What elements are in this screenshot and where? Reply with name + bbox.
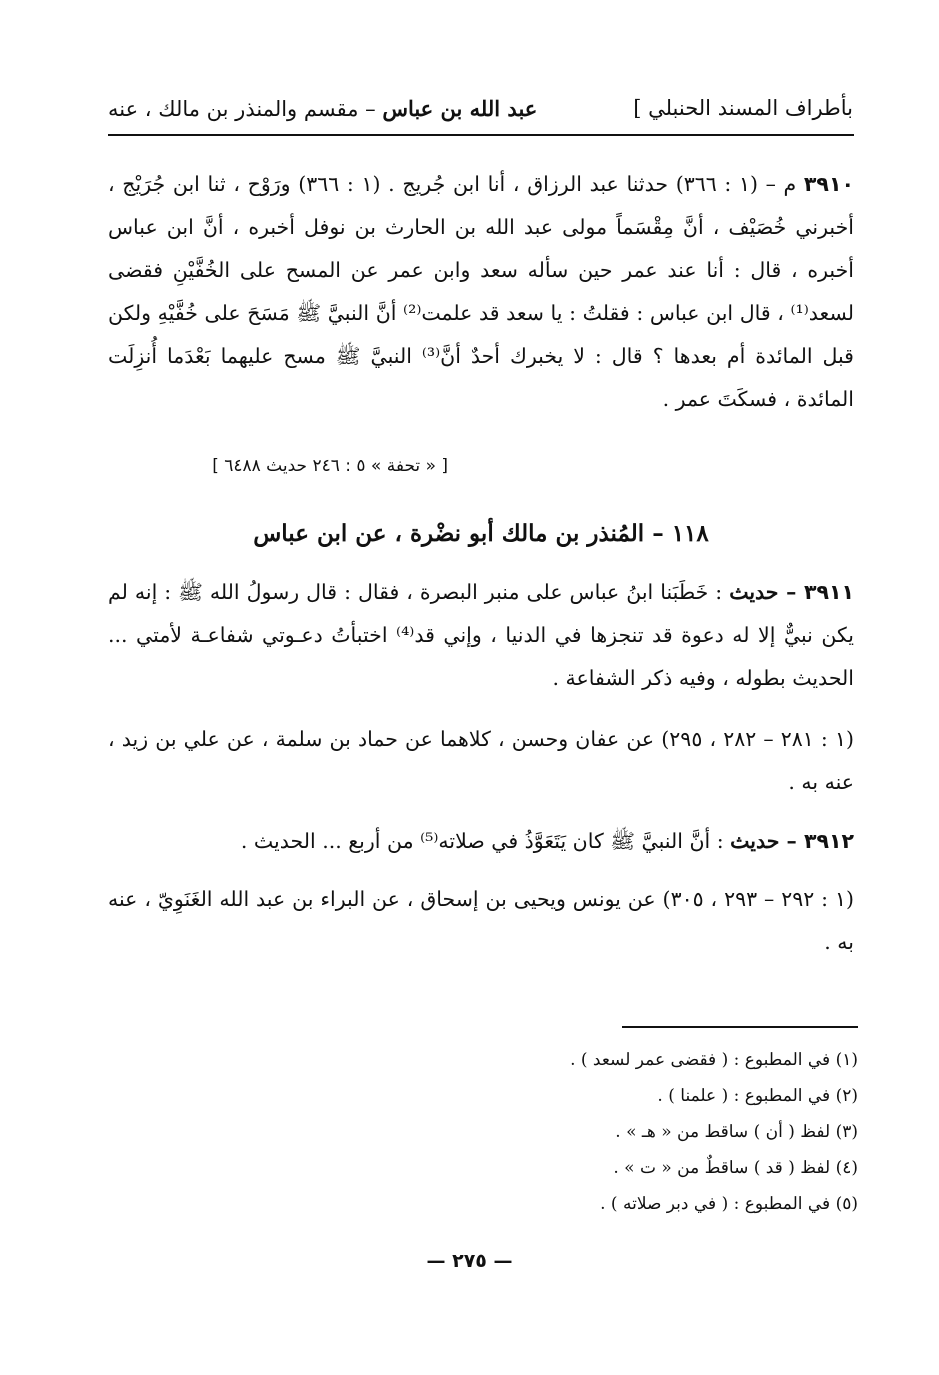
hadith-3912 <box>108 820 854 863</box>
hadith-text: : خَطَبَنا ابنُ عباس على منبر البصرة ، فقال : قال رسولُ الله ﷺ : إنه لم يكن نبيٌّ إلا له دعوة قد تنجزها في الدنيا ، وإني قد⁽⁴⁾ اختبأتُ دعـوتي شفاعـة لأمتي ... الحديث بطوله ، وفيه ذكر الشفاعة . <box>108 580 855 690</box>
hadith-number: ٣٩١٢ <box>803 829 854 853</box>
footnote-1: (١) في المطبوع : ( فقضى عمر لسعد ) . <box>570 1050 858 1070</box>
hadith-number: ٣٩١١ <box>803 580 854 604</box>
hadith-3911 <box>108 571 854 700</box>
footnotes <box>108 1042 858 1222</box>
running-header <box>108 88 853 128</box>
hadith-label: – حديث <box>729 580 804 604</box>
footnote-4: (٤) لفظ ( قد ) ساقطٌ من « ت » . <box>613 1158 858 1178</box>
hadith-text: م – (١ : ٣٦٦) حدثنا عبد الرزاق ، أنا ابن جُريج . (١ : ٣٦٦) ورَوْح ، ثنا ابن جُرَيْج ، أخبرني خُصَيْف ، أنَّ مِقْسَماً مولى عبد الله بن الحارث بن نوفل أخبره ، أنَّ ابن عباس أخبره ، قال : أنا عند عمر حين سأله سعد وابن عمر عن المسح على الخُفَّيْنِ فقضى لسعد⁽¹⁾ ، قال ابن عباس : فقلتُ : يا سعد قد علمت⁽²⁾ أنَّ النبيَّ ﷺ مَسَحَ على خُفَّيْهِ ولكن قبل المائدة أم بعدها ؟ قال : لا يخبرك أحدٌ أنَّ⁽³⁾ النبيَّ ﷺ مسح عليهما بَعْدَما أُنزِلَت المائدة ، فسكَتَ عمر . <box>108 172 854 411</box>
footnote-divider <box>622 1026 858 1028</box>
header-section <box>108 96 537 121</box>
hadith-3910 <box>108 163 854 421</box>
hadith-number: ٣٩١٠ <box>803 172 854 196</box>
section-heading: ١١٨ – المُنذر بن مالك أبو نضْرة ، عن ابن عباس <box>253 520 709 547</box>
header-book-title: بأطراف المسند الحنبلي ] <box>633 96 853 120</box>
footnote-3: (٣) لفظ ( أن ) ساقط من « هـ » . <box>615 1122 858 1142</box>
header-section-name: عبد الله بن عباس <box>382 95 538 121</box>
header-section-rest: – مقسم والمنذر بن مالك ، عنه <box>108 96 383 121</box>
hadith-3911-source: (١ : ٢٨١ – ٢٨٢ ، ٢٩٥) عن عفان وحسن ، كلاهما عن حماد بن سلمة ، عن علي بن زيد ، عنه به . <box>108 727 854 794</box>
header-divider <box>108 134 854 136</box>
page-number: — ٢٧٥ — <box>426 1250 513 1272</box>
hadith-label: – حديث <box>730 829 804 853</box>
footnote-2: (٢) في المطبوع : ( علمنا ) . <box>657 1086 858 1106</box>
footnote-5: (٥) في المطبوع : ( في دبر صلاته ) . <box>600 1194 858 1214</box>
hadith-text: : أنَّ النبيَّ ﷺ كان يَتَعَوَّذُ في صلاته⁽⁵⁾ من أربع ... الحديث . <box>240 829 731 853</box>
tuhfa-reference: [ « تحفة » ٥ : ٢٤٦ حديث ٦٤٨٨ ] <box>212 456 448 476</box>
hadith-3912-source: (١ : ٢٩٢ – ٢٩٣ ، ٣٠٥) عن يونس ويحيى بن إسحاق ، عن البراء بن عبد الله الغَنَوِيّ ، عنه به . <box>108 887 854 954</box>
